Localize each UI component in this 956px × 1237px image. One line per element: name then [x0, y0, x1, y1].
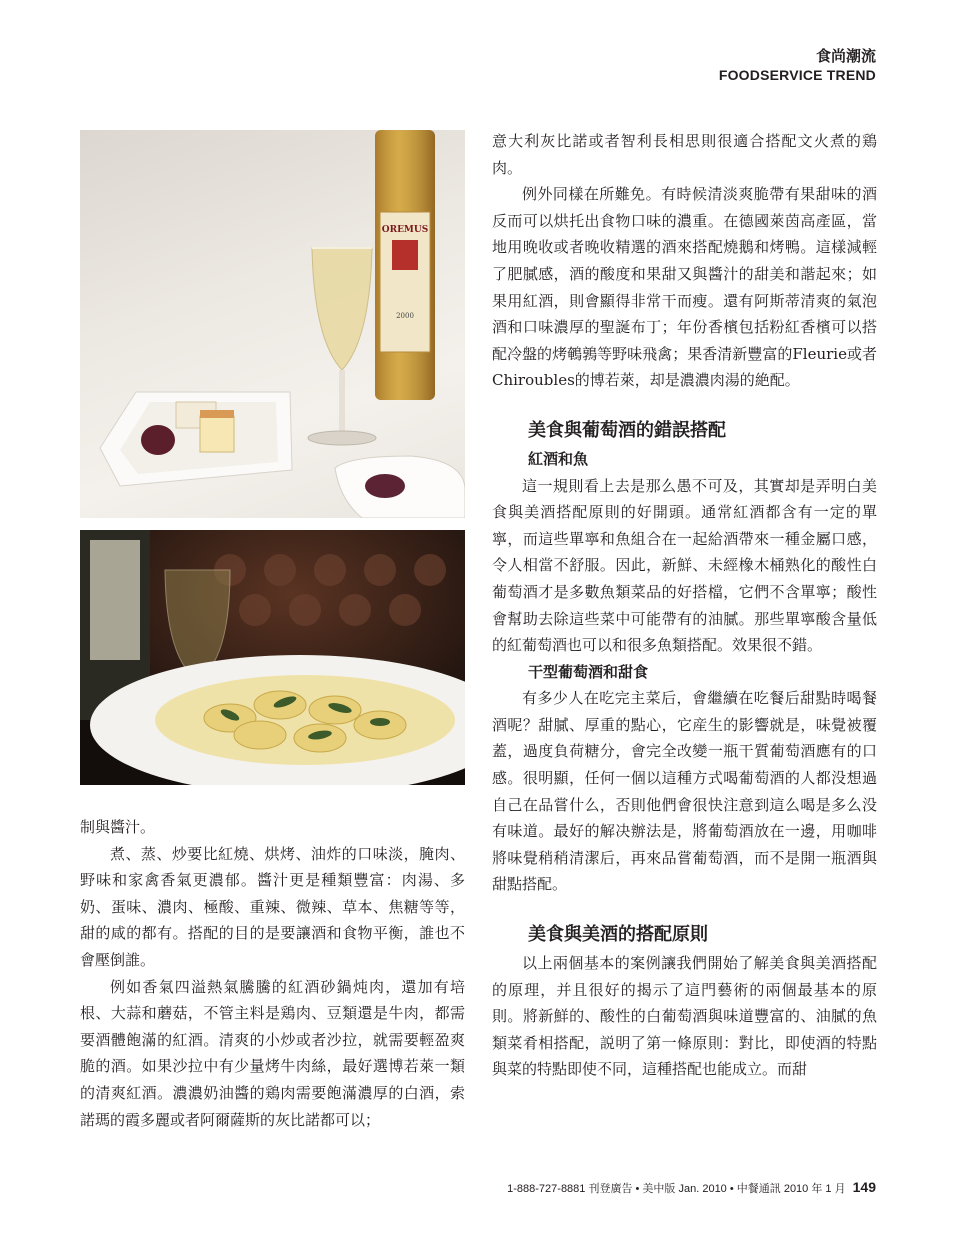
paragraph: 意大利灰比諾或者智利長相思則很適合搭配文火煮的鶏肉。 — [492, 132, 877, 177]
ravioli-illustration — [80, 530, 465, 785]
page-footer — [507, 1179, 876, 1196]
bottle-label-text: OREMUS — [381, 225, 429, 235]
right-text-column — [492, 128, 877, 1083]
page-number: 149 — [852, 1179, 876, 1195]
paragraph: 這一規則看上去是那么愚不可及，其實却是弄明白美食與美酒搭配原則的好開頭。通常紅酒都含有一定的單寧，而這些單寧和魚組合在一起給酒帶來一種金屬口感，令人相當不舒服。因此，新鮮、未經橡木桶熟化的酸性白葡萄酒才是多數魚類菜品的好搭檔，它們不含單寧；酸性會幫助去除這些菜中可能帶有的油膩。那些單寧酸含量低的紅葡萄酒也可以和很多魚類搭配。效果很不錯。 — [492, 476, 877, 655]
section-heading: 美食與美酒的搭配原則 — [528, 924, 708, 946]
paragraph: 例如香氣四溢熱氣騰騰的紅酒砂鍋炖肉，還加有培根、大蒜和蘑菇，不管主料是鶏肉、豆類還是牛肉，都需要酒體飽滿的紅酒。清爽的小炒或者沙拉，就需要輕盈爽脆的酒。如果沙拉中有少量烤牛肉絲，最好選博若萊一類的清爽紅酒。濃濃奶油醬的鶏肉需要飽滿濃厚的白酒，索諾瑪的霞多麗或者阿爾薩斯的灰比諾都可以； — [80, 977, 465, 1129]
section-title-cn: 食尚潮流 — [815, 47, 876, 65]
paragraph: 煮、蒸、炒要比紅燒、烘烤、油炸的口味淡，腌肉、野味和家禽香氣更濃郁。醬汁更是種類豐富：肉湯、多奶、蛋味、濃肉、極酸、重辣、微辣、草本、焦糖等等，甜的咸的都有。搭配的目的是要讓酒和食物平衡，誰也不會壓倒誰。 — [80, 844, 465, 969]
bottle-year-text: 2000 — [396, 312, 414, 320]
page-header — [719, 46, 876, 85]
subheading: 紅酒和魚 — [528, 449, 589, 468]
photo-ravioli — [80, 530, 465, 785]
section-heading: 美食與葡萄酒的錯誤搭配 — [528, 419, 726, 441]
dessert-wine-illustration — [80, 130, 465, 518]
paragraph: 有多少人在吃完主菜后，會繼續在吃餐后甜點時喝餐酒呢？甜膩、厚重的點心，它産生的影響就是，味覺被覆蓋，過度負荷糖分，會完全改變一瓶干質葡萄酒應有的口感。很明顯，任何一個以這種方式喝葡萄酒的人都没想過自己在品嘗什么，否則他們會很快注意到這么喝是多么没有味道。最好的解决辦法是，將葡萄酒放在一邊，用咖啡將味覺稍稍清潔后，再來品嘗葡萄酒，而不是開一瓶酒與甜點搭配。 — [492, 689, 877, 894]
paragraph: 以上兩個基本的案例讓我們開始了解美食與美酒搭配的原理，并且很好的揭示了這門藝術的兩個最基本的原則。將新鮮的、酸性的白葡萄酒與味道豐富的、油膩的魚類菜肴相搭配，説明了第一條原則：對比，即使酒的特點與菜的特點即使不同，這種搭配也能成立。而甜 — [492, 954, 877, 1079]
paragraph: 例外同樣在所難免。有時候清淡爽脆帶有果甜味的酒反而可以烘托出食物口味的濃重。在德國萊茵高產區，當地用晚收或者晚收精選的酒來搭配燒鵝和烤鴨。這樣減輕了肥膩感，酒的酸度和果甜又與醬汁的甜美和諧起來；如果用紅酒，則會顯得非常干而瘦。還有阿斯蒂清爽的氣泡酒和口味濃厚的聖誕布丁；年份香檳包括粉紅香檳可以搭配冷盤的烤鵪鶉等野味飛禽；果香清新豐富的Fleurie或者Chiroubles的博若萊，却是濃濃肉湯的絶配。 — [492, 185, 877, 390]
subheading: 干型葡萄酒和甜食 — [528, 662, 649, 681]
section-title-en: FOODSERVICE TREND — [718, 67, 876, 83]
left-text-column — [80, 814, 465, 1133]
photo-dessert-wine — [80, 130, 465, 518]
paragraph: 制與醬汁。 — [80, 818, 156, 836]
footer-text: 1-888-727-8881 刊登廣告 • 美中版 Jan. 2010 • 中餐通訊 2010 年 1 月 — [507, 1183, 846, 1195]
